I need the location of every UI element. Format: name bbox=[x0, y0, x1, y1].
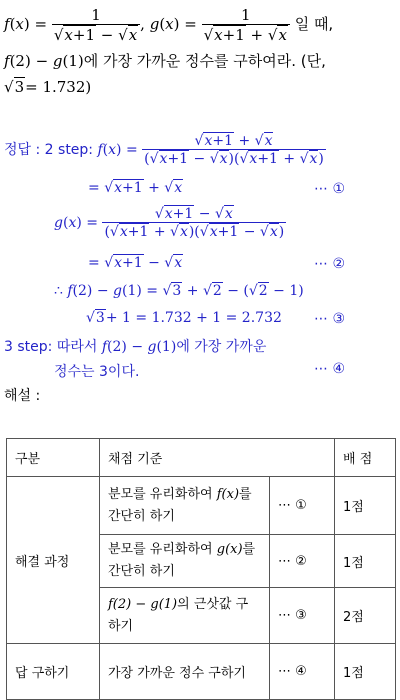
solution-difference: ∴ f(2) − g(1) = √3 + √2 − (√2 − 1) bbox=[54, 283, 304, 299]
f-fraction: $\frac{1}{√x+1 - √x}$ bbox=[52, 6, 140, 44]
score-cell: 2점 bbox=[335, 588, 396, 644]
circle-4: ⋯ ④ bbox=[314, 361, 346, 377]
answer-label: 정답 : 2 step: bbox=[4, 142, 94, 158]
mark-cell: ⋯ ① bbox=[270, 477, 335, 535]
group-label: 해결 과정 bbox=[7, 477, 100, 644]
solution-f-result: = √x+1 + √x bbox=[88, 180, 183, 196]
table-row bbox=[7, 477, 396, 535]
f-symbol: f bbox=[4, 15, 10, 33]
step3-text-c: 정수는 3이다. bbox=[54, 364, 140, 380]
final-label: 답 구하기 bbox=[7, 644, 100, 700]
mark-cell: ⋯ ② bbox=[270, 535, 335, 588]
solution-step2-f: 정답 : 2 step: f(x) = $\frac{√x+1 + √x}{(√x+1 - √x)(√x+1 + √x)}$ bbox=[4, 133, 324, 167]
table-row bbox=[7, 644, 396, 700]
g-fraction: $\frac{1}{√x+1 + √x}$ bbox=[202, 6, 290, 44]
circle-1: ⋯ ① bbox=[314, 181, 346, 197]
final-score: 1점 bbox=[335, 644, 396, 700]
solution-g-result: = √x+1 − √x bbox=[88, 255, 183, 271]
problem-line-3: √3= 1.732) bbox=[4, 78, 92, 96]
score-cell: 1점 bbox=[335, 535, 396, 588]
mark-cell: ⋯ ③ bbox=[270, 588, 335, 644]
step3-text-a: 따라서 bbox=[56, 339, 98, 355]
header-criterion: 채점 기준 bbox=[100, 439, 335, 477]
table-header-row bbox=[7, 439, 396, 477]
solution-step3: 3 step: 따라서 f(2) − g(1)에 가장 가까운 bbox=[4, 339, 267, 355]
problem-when: 일 때, bbox=[294, 15, 334, 33]
circle-2: ⋯ ② bbox=[314, 256, 346, 272]
solution-g: g(x) = $\frac{√x+1 - √x}{(√x+1 + √x)(√x+1 - √x)}$ bbox=[54, 206, 285, 240]
problem-line-2: f(2) − g(1)에 가장 가까운 정수를 구하여라. (단, bbox=[4, 52, 326, 70]
solution-approx: √3+ 1 = 1.732 + 1 = 2.732 bbox=[86, 310, 282, 326]
step3-text-b: 에 가장 가까운 bbox=[176, 339, 267, 355]
f-rationalized-fraction: $\frac{√x+1 + √x}{(√x+1 - √x)(√x+1 + √x)}$ bbox=[144, 133, 324, 167]
header-category: 구분 bbox=[7, 439, 100, 477]
final-mark: ⋯ ④ bbox=[270, 644, 335, 700]
problem-line3-value: = 1.732) bbox=[25, 78, 92, 96]
problem-line-1: f(x) = $\frac{1}{√x+1 - √x}$ , g(x) = $\frac{1}{√x+1 + √x}$ 일 때, bbox=[4, 6, 334, 44]
final-criterion: 가장 가까운 정수 구하기 bbox=[100, 644, 270, 700]
explanation-label: 해설 : bbox=[4, 388, 41, 404]
criterion-cell: 분모를 유리화하여 g(x)를 간단히 하기 bbox=[100, 535, 270, 588]
step3-label: 3 step: bbox=[4, 339, 53, 355]
criterion-cell: 분모를 유리화하여 f(x)를 간단히 하기 bbox=[100, 477, 270, 535]
grading-table bbox=[6, 438, 396, 700]
criterion-cell: f(2) − g(1)의 근삿값 구 하기 bbox=[100, 588, 270, 644]
problem-line2-text: 에 가장 가까운 정수를 구하여라. (단, bbox=[83, 52, 326, 70]
g-rationalized-fraction: $\frac{√x+1 - √x}{(√x+1 + √x)(√x+1 - √x)}$ bbox=[104, 206, 285, 240]
sqrt-result: + 1 = 1.732 + 1 = 2.732 bbox=[105, 310, 282, 326]
circle-3: ⋯ ③ bbox=[314, 311, 346, 327]
score-cell: 1점 bbox=[335, 477, 396, 535]
header-score: 배 점 bbox=[335, 439, 396, 477]
